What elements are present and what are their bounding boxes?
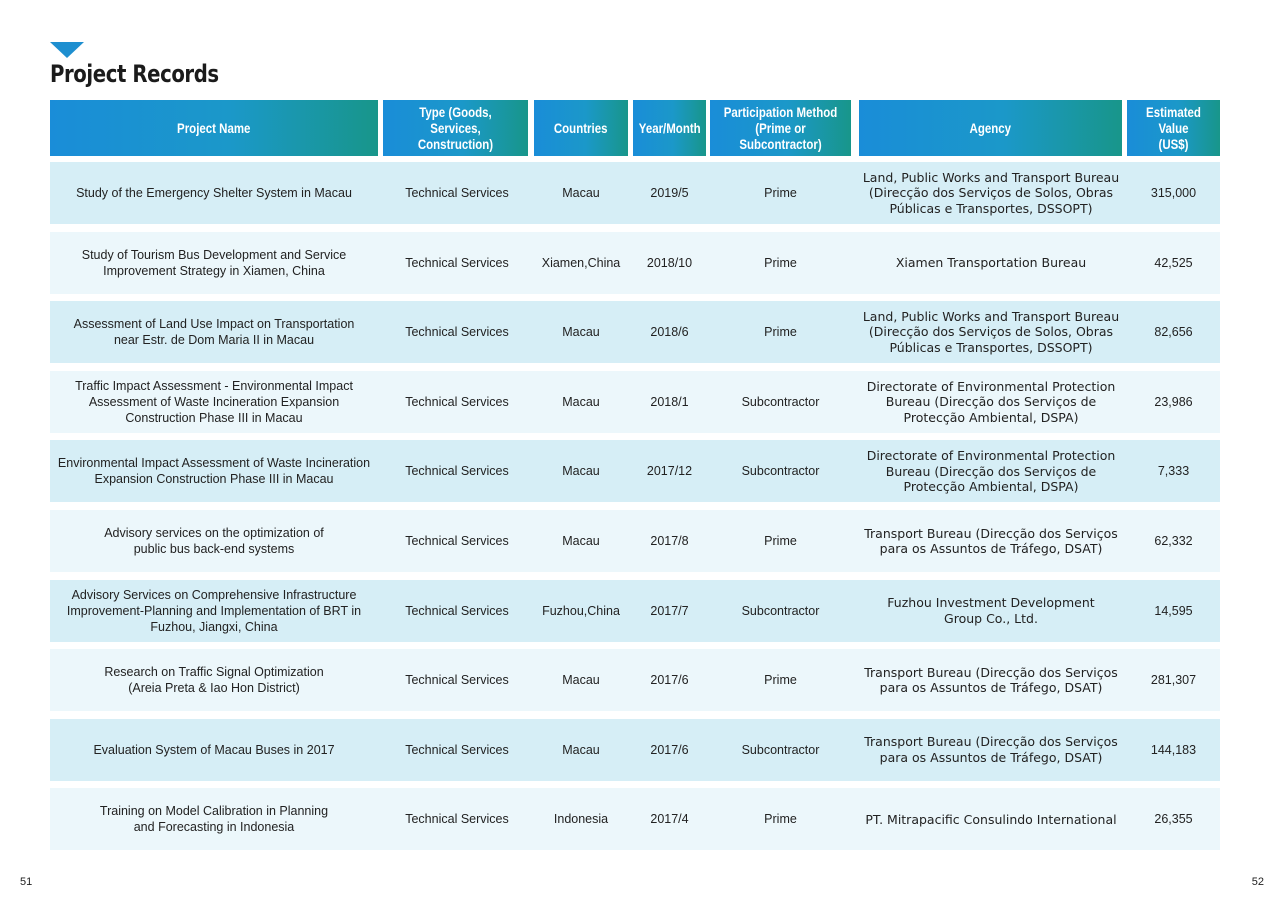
table-row [50, 649, 1220, 711]
agency: PT. Mitrapacific Consulindo International [865, 811, 1117, 827]
column-header-year-month: Year/Month [633, 100, 706, 156]
project-name: Advisory services on the optimization of public bus back-end systems [104, 526, 324, 556]
participation-method: Subcontractor [741, 603, 820, 618]
agency: Transport Bureau (Direcção dos Serviços para os Assuntos de Tráfego, DSAT) [864, 664, 1118, 696]
project-name: Traffic Impact Assessment - Environmental Impact Assessment of Waste Incineration Expansion Construction Phase III in Macau [75, 378, 353, 425]
participation-method: Prime [764, 673, 797, 688]
table-row [50, 719, 1220, 781]
project-country: Macau [562, 534, 600, 548]
project-date: 2017/12 [646, 464, 693, 479]
agency: Land, Public Works and Transport Bureau (Direcção dos Serviços de Solos, Obras Públicas e Transportes, DSSOPT) [862, 169, 1120, 216]
title-triangle-icon [50, 42, 84, 58]
page-number-right: 52 [1251, 876, 1264, 888]
table-header [0, 100, 1280, 156]
project-name: Study of the Emergency Shelter System in Macau [76, 186, 352, 200]
project-country: Macau [562, 394, 600, 409]
project-type: Technical Services [405, 812, 509, 827]
project-type: Technical Services [405, 186, 509, 200]
column-header-agency: Agency [859, 100, 1122, 156]
page-title: Project Records [50, 60, 219, 88]
project-country: Macau [562, 186, 600, 200]
project-country: Macau [562, 464, 600, 479]
column-header-estimated-value: Estimated Value (US$) [1127, 100, 1220, 156]
table-row [50, 788, 1220, 850]
project-date: 2017/8 [650, 534, 689, 548]
agency: Transport Bureau (Direcção dos Serviços para os Assuntos de Tráfego, DSAT) [864, 525, 1118, 556]
project-name: Evaluation System of Macau Buses in 2017 [93, 742, 335, 757]
estimated-value: 14,595 [1154, 603, 1193, 618]
project-type: Technical Services [405, 394, 509, 409]
participation-method: Prime [764, 255, 797, 270]
agency: Transport Bureau (Direcção dos Serviços para os Assuntos de Tráfego, DSAT) [864, 734, 1118, 765]
participation-method: Prime [764, 812, 797, 827]
column-header-countries: Countries [534, 100, 628, 156]
project-date: 2017/4 [650, 812, 689, 827]
participation-method: Subcontractor [741, 742, 820, 757]
table-row [50, 371, 1220, 433]
project-date: 2018/6 [650, 325, 689, 340]
agency: Fuzhou Investment Development Group Co., Ltd. [887, 595, 1095, 626]
project-name: Environmental Impact Assessment of Waste Incineration Expansion Construction Phase III in Macau [57, 456, 371, 487]
agency: Directorate of Environmental Protection Bureau (Direcção dos Serviços de Protecção Ambiental, DSPA) [866, 378, 1116, 425]
project-country: Fuzhou,China [542, 603, 620, 618]
estimated-value: 42,525 [1154, 255, 1193, 270]
project-date: 2017/7 [650, 603, 689, 618]
project-name: Study of Tourism Bus Development and Service Improvement Strategy in Xiamen, China [81, 247, 347, 278]
table-row [50, 580, 1220, 642]
participation-method: Prime [764, 325, 797, 340]
table-row [50, 232, 1220, 294]
project-date: 2018/10 [646, 255, 693, 270]
project-type: Technical Services [405, 673, 509, 688]
project-type: Technical Services [405, 464, 509, 479]
project-country: Macau [562, 325, 600, 340]
estimated-value: 315,000 [1150, 186, 1197, 200]
estimated-value: 62,332 [1154, 534, 1193, 548]
table-row [50, 510, 1220, 572]
project-country: Xiamen,China [541, 255, 621, 270]
project-country: Indonesia [553, 812, 609, 827]
agency: Land, Public Works and Transport Bureau (Direcção dos Serviços de Solos, Obras Públicas e Transportes, DSSOPT) [862, 308, 1120, 355]
project-date: 2019/5 [650, 186, 689, 200]
project-date: 2017/6 [650, 742, 689, 757]
project-name: Training on Model Calibration in Planning and Forecasting in Indonesia [99, 804, 329, 835]
estimated-value: 26,355 [1154, 812, 1193, 827]
project-name: Research on Traffic Signal Optimization (Areia Preta & Iao Hon District) [104, 665, 324, 696]
column-header-participation-method: Participation Method (Prime or Subcontractor) [710, 100, 851, 156]
estimated-value: 144,183 [1150, 742, 1197, 757]
table-row [50, 162, 1220, 224]
participation-method: Prime [764, 186, 797, 200]
project-country: Macau [562, 742, 600, 757]
project-country: Macau [562, 673, 600, 688]
column-header-project-name: Project Name [50, 100, 378, 156]
project-type: Technical Services [405, 742, 509, 757]
project-type: Technical Services [405, 603, 509, 618]
project-date: 2018/1 [650, 394, 689, 409]
participation-method: Subcontractor [741, 464, 820, 479]
page-number-left: 51 [20, 876, 33, 888]
estimated-value: 23,986 [1154, 394, 1193, 409]
estimated-value: 7,333 [1157, 464, 1190, 479]
project-type: Technical Services [405, 534, 509, 548]
agency: Xiamen Transportation Bureau [895, 254, 1087, 270]
column-header-type: Type (Goods, Services, Construction) [383, 100, 528, 156]
table-row [50, 440, 1220, 502]
project-date: 2017/6 [650, 673, 689, 688]
project-name: Assessment of Land Use Impact on Transportation near Estr. de Dom Maria II in Macau [73, 317, 355, 348]
table-row [50, 301, 1220, 363]
estimated-value: 281,307 [1150, 673, 1197, 688]
project-type: Technical Services [405, 255, 509, 270]
project-type: Technical Services [405, 325, 509, 340]
participation-method: Prime [764, 534, 797, 548]
agency: Directorate of Environmental Protection Bureau (Direcção dos Serviços de Protecção Ambiental, DSPA) [866, 448, 1116, 495]
estimated-value: 82,656 [1154, 325, 1193, 340]
project-name: Advisory Services on Comprehensive Infrastructure Improvement-Planning and Implementation of BRT in Fuzhou, Jiangxi, China [66, 587, 362, 634]
participation-method: Subcontractor [741, 394, 820, 409]
